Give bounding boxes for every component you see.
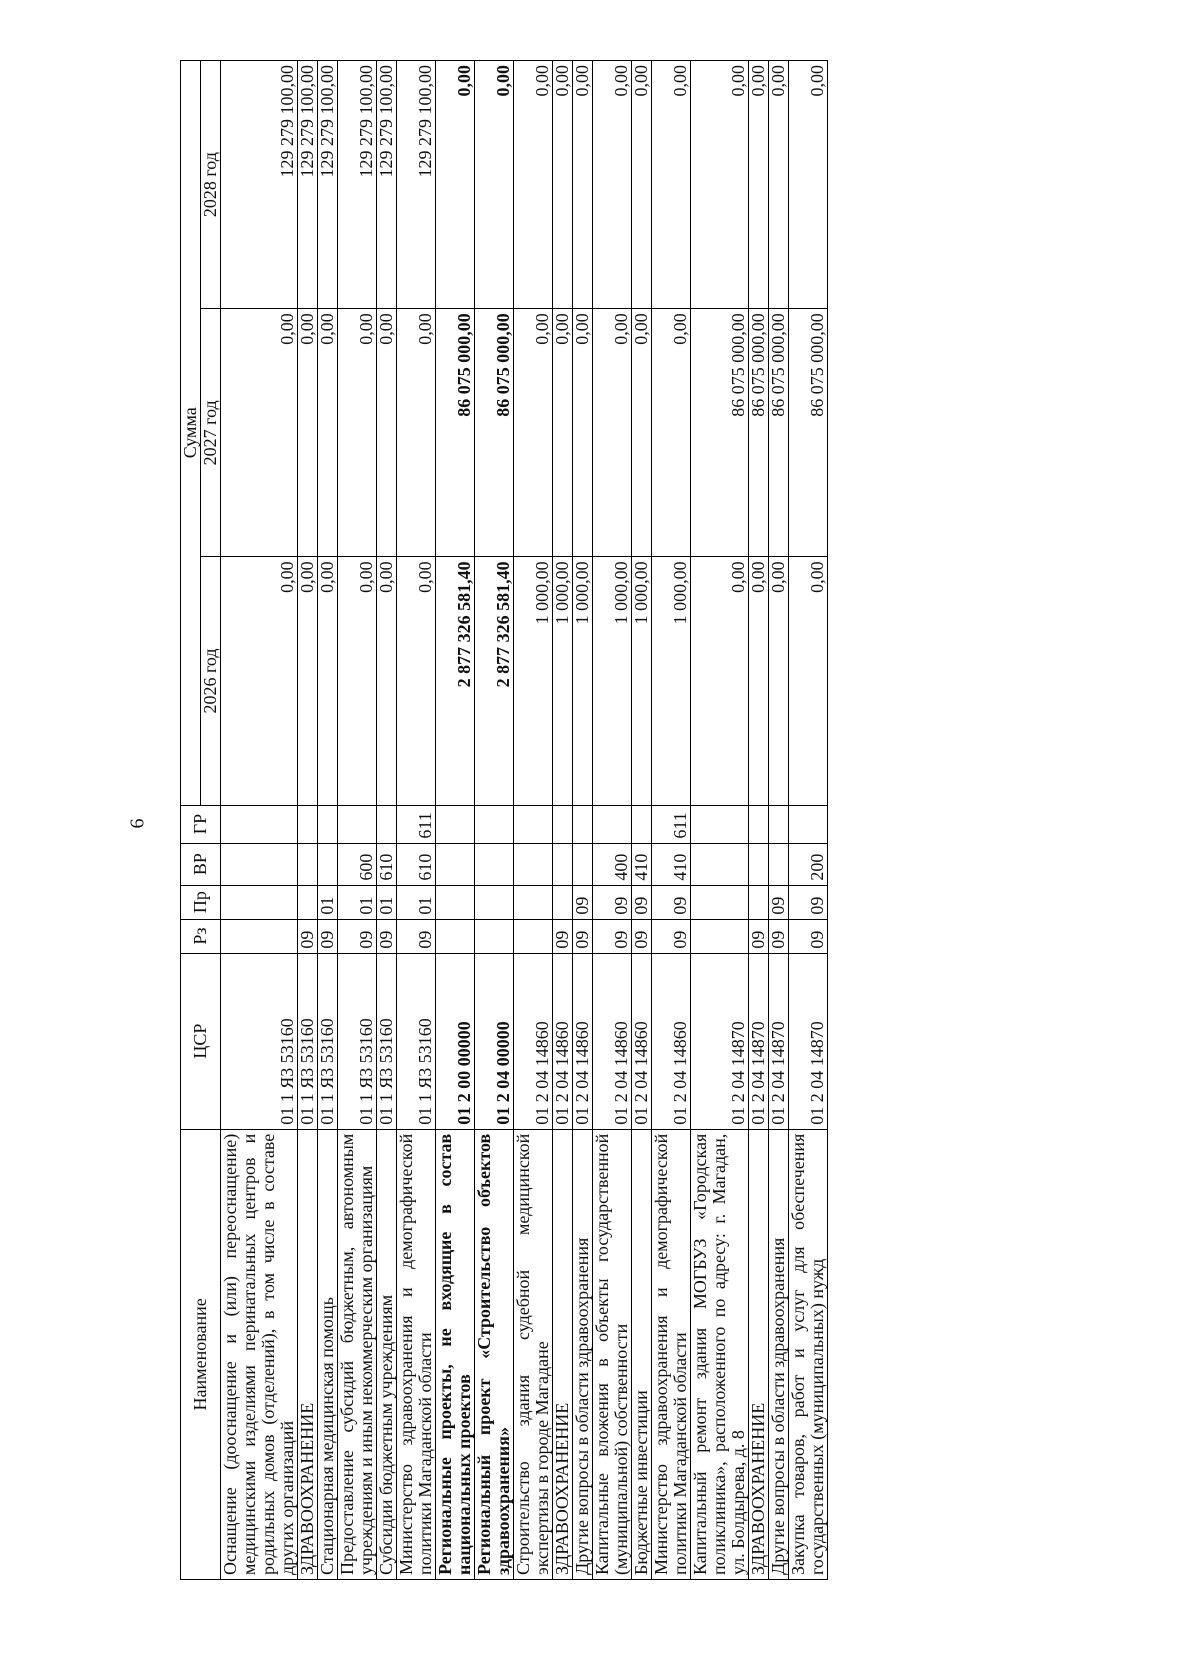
header-sum: Сумма [181,61,201,806]
row-sum-2027: 86 075 000,00 [749,309,769,557]
table-row [769,61,789,1580]
row-sum-2028: 0,00 [553,61,573,309]
row-vr [436,843,475,885]
row-rz: 09 [593,919,632,953]
row-sum-2028: 0,00 [436,61,475,309]
row-name: Строительство здания судебной медицинской экспертизы в городе Магадане [514,1129,553,1579]
table-row [377,61,397,1580]
row-sum-2026: 1 000,00 [652,557,691,805]
table-row [632,61,652,1580]
row-gr: 611 [652,805,691,843]
row-sum-2027: 0,00 [514,309,553,557]
row-sum-2027: 0,00 [377,309,397,557]
row-sum-2027: 0,00 [318,309,338,557]
row-pr [514,885,553,919]
row-rz [691,919,749,953]
header-gr: ГР [181,805,221,843]
row-name: Региональные проекты, не входящие в состав национальных проектов [436,1129,475,1579]
row-sum-2028: 129 279 100,00 [318,61,338,309]
row-name: Бюджетные инвестиции [632,1129,652,1579]
table-row [652,61,691,1580]
row-csr: 01 2 04 14860 [593,953,632,1129]
row-vr [553,843,573,885]
row-csr: 01 2 04 14860 [553,953,573,1129]
table-row [514,61,553,1580]
row-pr: 01 [397,885,436,919]
row-sum-2026: 1 000,00 [632,557,652,805]
row-pr: 09 [593,885,632,919]
header-2026: 2026 год [201,557,221,805]
row-name: Капитальный ремонт здания МОГБУЗ «Городская поликлиника», расположенного по адресу: г. Магадан, ул. Болдырева, д. 8 [691,1129,749,1579]
row-name: Субсидии бюджетным учреждениям [377,1129,397,1579]
page-number: 6 [126,818,149,829]
row-pr [749,885,769,919]
row-gr [318,805,338,843]
row-vr [514,843,553,885]
row-sum-2028: 0,00 [789,61,828,309]
row-gr [475,805,514,843]
table-row [475,61,514,1580]
row-vr: 410 [632,843,652,885]
row-rz [475,919,514,953]
row-vr: 200 [789,843,828,885]
row-sum-2028: 0,00 [691,61,749,309]
row-csr: 01 1 Я3 53160 [338,953,377,1129]
table-body [221,61,828,1580]
row-sum-2026: 0,00 [749,557,769,805]
row-name: ЗДРАВООХРАНЕНИЕ [749,1129,769,1579]
row-sum-2027: 0,00 [553,309,573,557]
row-gr [789,805,828,843]
row-rz: 09 [652,919,691,953]
row-sum-2028: 129 279 100,00 [298,61,318,309]
row-rz: 09 [377,919,397,953]
row-sum-2027: 86 075 000,00 [789,309,828,557]
row-rz: 09 [573,919,593,953]
header-2027: 2027 год [201,309,221,557]
table-row [318,61,338,1580]
table-row [691,61,749,1580]
row-pr: 01 [338,885,377,919]
row-csr: 01 1 Я3 53160 [298,953,318,1129]
row-name: Оснащение (дооснащение и (или) переоснащение) медицинскими изделиями перинатальных центров и родильных домов (отделений), в том числе в составе других организаций [221,1129,298,1579]
row-csr: 01 2 04 14860 [652,953,691,1129]
row-vr [318,843,338,885]
row-csr: 01 2 04 14860 [573,953,593,1129]
row-sum-2027: 86 075 000,00 [475,309,514,557]
row-sum-2028: 0,00 [593,61,632,309]
row-vr [475,843,514,885]
row-csr: 01 2 04 14870 [691,953,749,1129]
row-csr: 01 1 Я3 53160 [377,953,397,1129]
row-name: Капитальные вложения в объекты государственной (муниципальной) собственности [593,1129,632,1579]
row-pr: 01 [377,885,397,919]
row-sum-2028: 129 279 100,00 [221,61,298,309]
row-sum-2026: 1 000,00 [573,557,593,805]
row-name: Министерство здравоохранения и демографической политики Магаданской области [397,1129,436,1579]
row-csr: 01 1 Я3 53160 [318,953,338,1129]
row-vr [691,843,749,885]
row-name: Стационарная медицинская помощь [318,1129,338,1579]
table-row [573,61,593,1580]
row-sum-2028: 0,00 [632,61,652,309]
table-row [436,61,475,1580]
row-sum-2026: 0,00 [377,557,397,805]
row-vr: 610 [377,843,397,885]
row-pr: 09 [632,885,652,919]
header-rz: Рз [181,919,221,953]
row-pr: 09 [573,885,593,919]
row-csr: 01 2 04 14870 [789,953,828,1129]
row-rz: 09 [632,919,652,953]
row-sum-2026: 2 877 326 581,40 [436,557,475,805]
row-vr [749,843,769,885]
row-sum-2027: 0,00 [573,309,593,557]
row-gr [769,805,789,843]
row-sum-2028: 129 279 100,00 [338,61,377,309]
row-sum-2027: 86 075 000,00 [691,309,749,557]
table-row [397,61,436,1580]
row-gr [632,805,652,843]
row-sum-2027: 0,00 [338,309,377,557]
row-pr [691,885,749,919]
row-vr [573,843,593,885]
row-rz [514,919,553,953]
row-gr [338,805,377,843]
row-csr: 01 2 04 14870 [769,953,789,1129]
row-sum-2026: 1 000,00 [553,557,573,805]
row-pr: 09 [769,885,789,919]
header-vr: ВР [181,843,221,885]
row-name: Министерство здравоохранения и демографической политики Магаданской области [652,1129,691,1579]
row-sum-2026: 1 000,00 [593,557,632,805]
row-vr: 600 [338,843,377,885]
row-gr [749,805,769,843]
table-row [298,61,318,1580]
row-vr [298,843,318,885]
row-pr [475,885,514,919]
header-csr: ЦСР [181,953,221,1129]
row-vr: 610 [397,843,436,885]
row-sum-2028: 0,00 [749,61,769,309]
table-row [749,61,769,1580]
table-row [338,61,377,1580]
row-sum-2027: 86 075 000,00 [436,309,475,557]
budget-table-sheet [180,60,1020,1580]
row-rz: 09 [749,919,769,953]
row-sum-2028: 0,00 [514,61,553,309]
row-sum-2027: 0,00 [593,309,632,557]
row-rz [436,919,475,953]
row-pr: 09 [652,885,691,919]
row-name: Закупка товаров, работ и услуг для обеспечения государственных (муниципальных) нужд [789,1129,828,1579]
row-gr [553,805,573,843]
row-pr [553,885,573,919]
row-gr [377,805,397,843]
row-pr: 09 [789,885,828,919]
row-sum-2028: 0,00 [573,61,593,309]
row-pr [298,885,318,919]
row-sum-2028: 0,00 [475,61,514,309]
row-sum-2026: 1 000,00 [514,557,553,805]
row-sum-2028: 129 279 100,00 [397,61,436,309]
row-rz: 09 [298,919,318,953]
row-sum-2028: 129 279 100,00 [377,61,397,309]
row-gr [573,805,593,843]
row-sum-2027: 0,00 [652,309,691,557]
row-csr: 01 2 04 14860 [514,953,553,1129]
row-vr: 410 [652,843,691,885]
row-sum-2027: 0,00 [632,309,652,557]
row-name: ЗДРАВООХРАНЕНИЕ [298,1129,318,1579]
row-gr [593,805,632,843]
row-name: Другие вопросы в области здравоохранения [769,1129,789,1579]
row-rz: 09 [553,919,573,953]
row-gr [691,805,749,843]
row-vr [221,843,298,885]
row-pr: 01 [318,885,338,919]
row-sum-2026: 0,00 [769,557,789,805]
row-rz: 09 [318,919,338,953]
header-name: Наименование [181,1129,221,1579]
header-2028: 2028 год [201,61,221,309]
row-sum-2028: 0,00 [769,61,789,309]
row-rz: 09 [769,919,789,953]
table-row [221,61,298,1580]
row-sum-2027: 0,00 [221,309,298,557]
table-row [553,61,573,1580]
row-name: ЗДРАВООХРАНЕНИЕ [553,1129,573,1579]
row-csr: 01 2 04 00000 [475,953,514,1129]
row-name: Региональный проект «Строительство объектов здравоохранения» [475,1129,514,1579]
row-sum-2028: 0,00 [652,61,691,309]
row-gr: 611 [397,805,436,843]
row-rz: 09 [338,919,377,953]
row-sum-2026: 0,00 [221,557,298,805]
budget-table [180,60,828,1580]
header-pr: Пр [181,885,221,919]
row-vr: 400 [593,843,632,885]
row-rz: 09 [789,919,828,953]
row-sum-2026: 0,00 [338,557,377,805]
row-name: Другие вопросы в области здравоохранения [573,1129,593,1579]
row-sum-2026: 0,00 [298,557,318,805]
row-gr [221,805,298,843]
row-vr [769,843,789,885]
row-csr: 01 2 04 14870 [749,953,769,1129]
row-gr [298,805,318,843]
row-csr: 01 1 Я3 53160 [221,953,298,1129]
row-pr [221,885,298,919]
row-sum-2026: 0,00 [691,557,749,805]
row-csr: 01 2 04 14860 [632,953,652,1129]
row-sum-2026: 0,00 [397,557,436,805]
row-csr: 01 1 Я3 53160 [397,953,436,1129]
row-sum-2027: 0,00 [397,309,436,557]
row-csr: 01 2 00 00000 [436,953,475,1129]
row-rz [221,919,298,953]
row-sum-2026: 2 877 326 581,40 [475,557,514,805]
table-row [789,61,828,1580]
table-row [593,61,632,1580]
row-gr [436,805,475,843]
row-sum-2026: 0,00 [318,557,338,805]
row-name: Предоставление субсидий бюджетным, автономным учреждениям и иным некоммерческим организациям [338,1129,377,1579]
row-sum-2026: 0,00 [789,557,828,805]
row-gr [514,805,553,843]
row-rz: 09 [397,919,436,953]
row-sum-2027: 0,00 [298,309,318,557]
row-pr [436,885,475,919]
row-sum-2027: 86 075 000,00 [769,309,789,557]
